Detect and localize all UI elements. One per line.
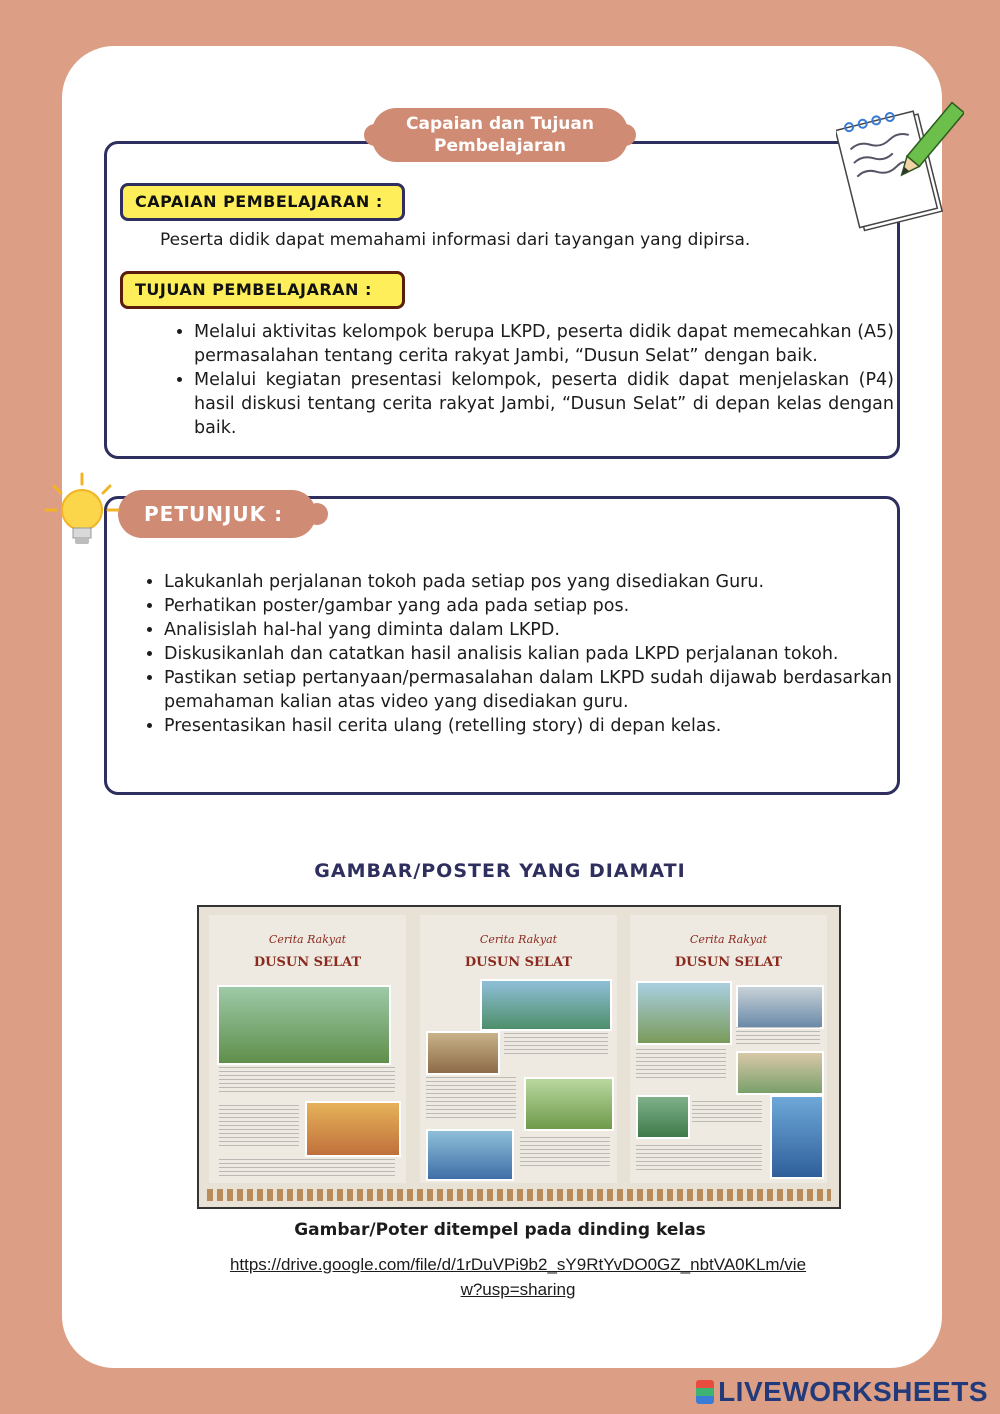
poster-border-strip <box>207 1189 831 1201</box>
list-item: • Melalui kegiatan presentasi kelompok, peserta didik dapat menjelaskan (P4) hasil diskusi tentang cerita rakyat Jambi, “Dusun Selat” di depan kelas dengan baik. <box>194 368 894 440</box>
poster-panel <box>630 915 827 1183</box>
section-title-line1: Capaian dan Tujuan <box>406 114 594 134</box>
list-item: • Pastikan setiap pertanyaan/permasalahan dalam LKPD sudah dijawab berdasarkan pemahaman kalian atas video yang disediakan guru. <box>164 666 892 714</box>
poster-name: DUSUN SELAT <box>253 955 362 970</box>
list-item: • Analisislah hal-hal yang diminta dalam LKPD. <box>164 618 892 642</box>
poster-heading: GAMBAR/POSTER YANG DIAMATI <box>314 860 686 882</box>
poster-panel <box>420 915 617 1183</box>
section-title-line2: Pembelajaran <box>434 136 566 156</box>
list-item: • Presentasikan hasil cerita ulang (retelling story) di depan kelas. <box>164 714 892 738</box>
capaian-tag: CAPAIAN PEMBELAJARAN : <box>120 183 405 221</box>
poster-title: Cerita Rakyat <box>268 933 347 946</box>
poster-caption: Gambar/Poter ditempel pada dinding kelas <box>294 1220 706 1240</box>
poster-title: Cerita Rakyat <box>479 933 558 946</box>
brand-text: LIVEWORKSHEETS <box>718 1376 988 1407</box>
poster-title: Cerita Rakyat <box>689 933 768 946</box>
list-item: • Diskusikanlah dan catatkan hasil analisis kalian pada LKPD perjalanan tokoh. <box>164 642 892 666</box>
poster-image <box>197 905 841 1209</box>
poster-panel <box>209 915 406 1183</box>
petunjuk-pill: PETUNJUK : <box>118 490 316 538</box>
notepad-pencil-icon <box>836 96 964 236</box>
capaian-text: Peserta didik dapat memahami informasi dari tayangan yang dipirsa. <box>160 230 751 250</box>
tujuan-list <box>172 320 894 440</box>
list-item: • Perhatikan poster/gambar yang ada pada setiap pos. <box>164 594 892 618</box>
section-title-pill <box>372 108 628 162</box>
list-item: • Lakukanlah perjalanan tokoh pada setiap pos yang disediakan Guru. <box>164 570 892 594</box>
tujuan-tag: TUJUAN PEMBELAJARAN : <box>120 271 405 309</box>
lightbulb-icon <box>44 472 120 552</box>
poster-link[interactable]: https://drive.google.com/file/d/1rDuVPi9b2_sY9RtYvDO0GZ_nbtVA0KLm/view?usp=sharing <box>229 1255 807 1299</box>
petunjuk-list <box>142 570 892 738</box>
list-item: • Melalui aktivitas kelompok berupa LKPD, peserta didik dapat memecahkan (A5) permasalahan tentang cerita rakyat Jambi, “Dusun Selat” dengan baik. <box>194 320 894 368</box>
poster-name: DUSUN SELAT <box>674 955 783 970</box>
poster-name: DUSUN SELAT <box>464 955 573 970</box>
liveworksheets-logo <box>696 1376 988 1408</box>
brand-logo-icon <box>696 1380 714 1404</box>
